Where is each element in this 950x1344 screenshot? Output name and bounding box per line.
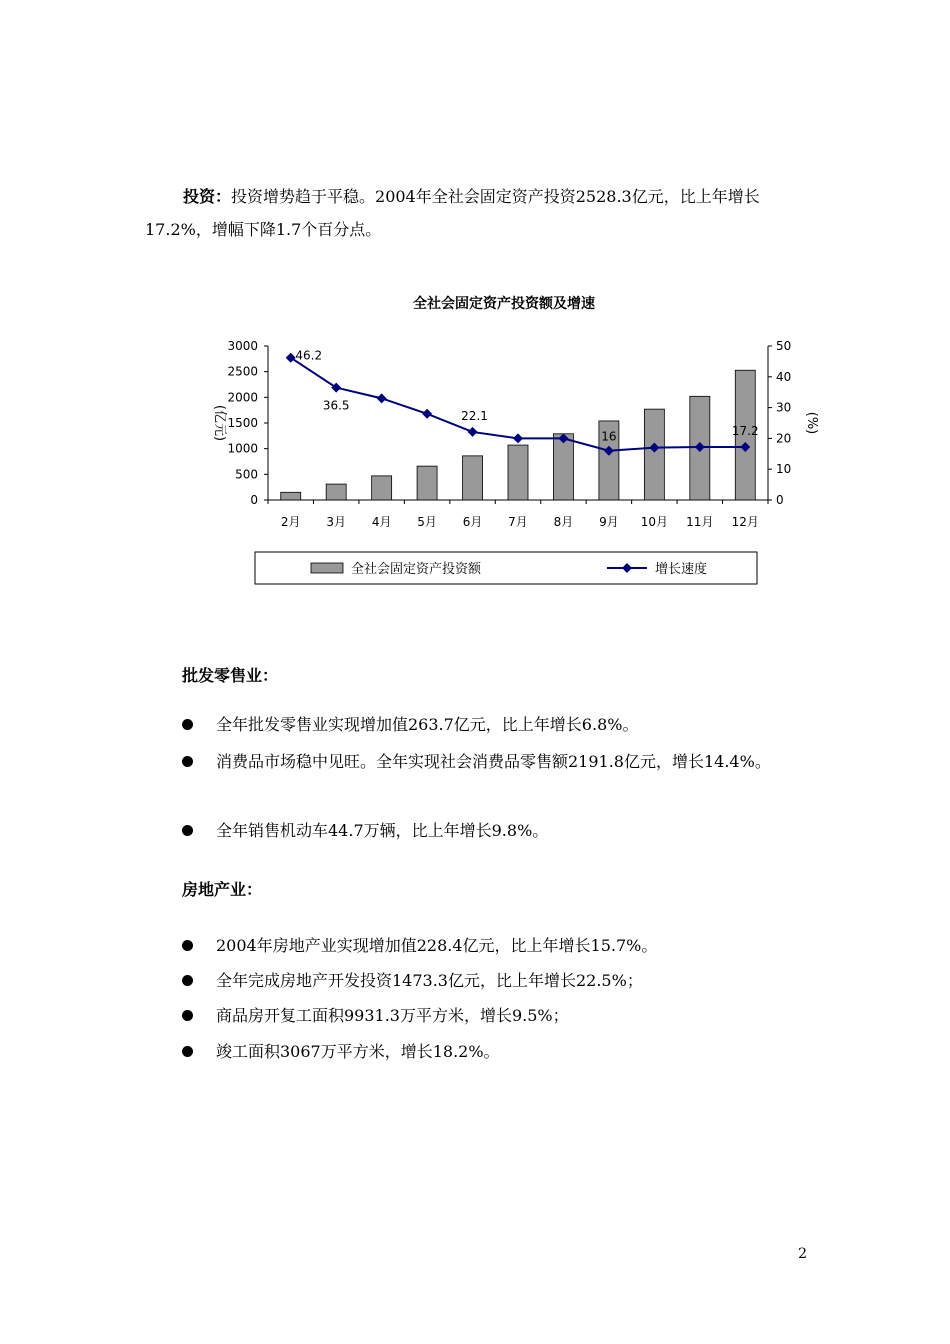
list-item [182, 999, 810, 1032]
left-tick-label: 1500 [227, 416, 258, 430]
left-tick-label: 500 [235, 467, 258, 482]
growth-point [377, 393, 387, 403]
x-tick-label: 12月 [731, 515, 759, 529]
data-label: 22.1 [461, 408, 488, 423]
x-tick-label: 9月 [599, 515, 619, 529]
left-tick-label: 1000 [227, 441, 258, 456]
list-item-text: 2004年房地产业实现增加值228.4亿元，比上年增长15.7%。 [216, 936, 658, 955]
list-item-text: 全年完成房地产开发投资1473.3亿元，比上年增长22.5%； [216, 971, 643, 990]
bullet-dot [182, 940, 193, 951]
list-item [182, 1035, 810, 1068]
growth-point [422, 409, 432, 419]
list-item [182, 929, 810, 962]
growth-point [513, 433, 523, 443]
x-tick-label: 7月 [508, 515, 528, 529]
list-item [182, 814, 810, 847]
investment-paragraph [145, 180, 810, 246]
list-item [182, 745, 810, 778]
chart-title: 全社会固定资产投资额及增速 [413, 296, 595, 312]
right-tick-label: 0 [776, 493, 784, 507]
list-item-text: 商品房开复工面积9931.3万平方米，增长9.5%； [216, 1006, 569, 1025]
left-tick-label: 2500 [227, 364, 258, 379]
bullet-dot [182, 825, 193, 836]
x-tick-label: 8月 [553, 515, 574, 529]
page-number: 2 [798, 1246, 807, 1262]
right-tick-label: 10 [776, 462, 792, 477]
bullet-dot [182, 756, 193, 767]
bar [281, 492, 301, 500]
bullet-dot [182, 719, 193, 730]
legend-bar-swatch [311, 563, 343, 573]
bar [417, 466, 437, 500]
growth-point [331, 383, 341, 393]
list-item-text: 全年批发零售业实现增加值263.7亿元，比上年增长6.8%。 [216, 715, 639, 734]
bullet-dot [182, 1046, 193, 1057]
x-tick-label: 10月 [640, 515, 669, 529]
right-tick-label: 20 [776, 431, 792, 446]
realestate-heading: 房地产业： [182, 880, 263, 899]
x-tick-label: 6月 [462, 515, 483, 529]
list-item-text: 竣工面积3067万平方米，增长18.2%。 [216, 1042, 500, 1061]
bar [372, 476, 392, 500]
bar [508, 445, 528, 500]
bar [553, 434, 573, 500]
left-tick-label: 2000 [227, 390, 258, 405]
legend-bar-label: 全社会固定资产投资额 [351, 562, 482, 577]
bullet-dot [182, 975, 193, 986]
x-tick-label: 11月 [686, 515, 714, 529]
bar [644, 409, 664, 500]
list-item [182, 964, 810, 997]
x-tick-label: 5月 [417, 515, 437, 529]
investment-chart [190, 280, 819, 590]
growth-point [286, 353, 296, 363]
right-tick-label: 30 [776, 400, 792, 415]
investment-label: 投资： [183, 187, 232, 206]
right-axis-label: (%) [804, 411, 819, 435]
list-item-text: 全年销售机动车44.7万辆，比上年增长9.8%。 [216, 821, 549, 840]
left-tick-label: 3000 [227, 339, 258, 353]
growth-point [468, 427, 478, 437]
data-label: 16 [601, 429, 617, 444]
left-axis-label: (亿元) [212, 404, 227, 442]
left-tick-label: 0 [250, 493, 258, 507]
investment-text: 投资增势趋于平稳。2004年全社会固定资产投资2528.3亿元，比上年增长17.2%，增幅下降1.7个百分点。 [145, 187, 760, 239]
data-label: 17.2 [731, 424, 759, 439]
bar [326, 484, 346, 500]
data-label: 36.5 [322, 398, 350, 413]
right-tick-label: 50 [776, 339, 792, 353]
retail-heading: 批发零售业： [182, 666, 279, 685]
bar [463, 456, 483, 500]
right-tick-label: 40 [776, 369, 792, 384]
bullet-dot [182, 1010, 193, 1021]
list-item-text: 消费品市场稳中见旺。全年实现社会消费品零售额2191.8亿元，增长14.4%。 [216, 752, 771, 771]
data-label: 46.2 [295, 348, 323, 363]
list-item [182, 708, 810, 741]
x-tick-label: 4月 [371, 515, 392, 529]
x-tick-label: 2月 [280, 515, 301, 529]
x-tick-label: 3月 [326, 515, 347, 529]
legend-line-label: 增长速度 [655, 562, 708, 577]
